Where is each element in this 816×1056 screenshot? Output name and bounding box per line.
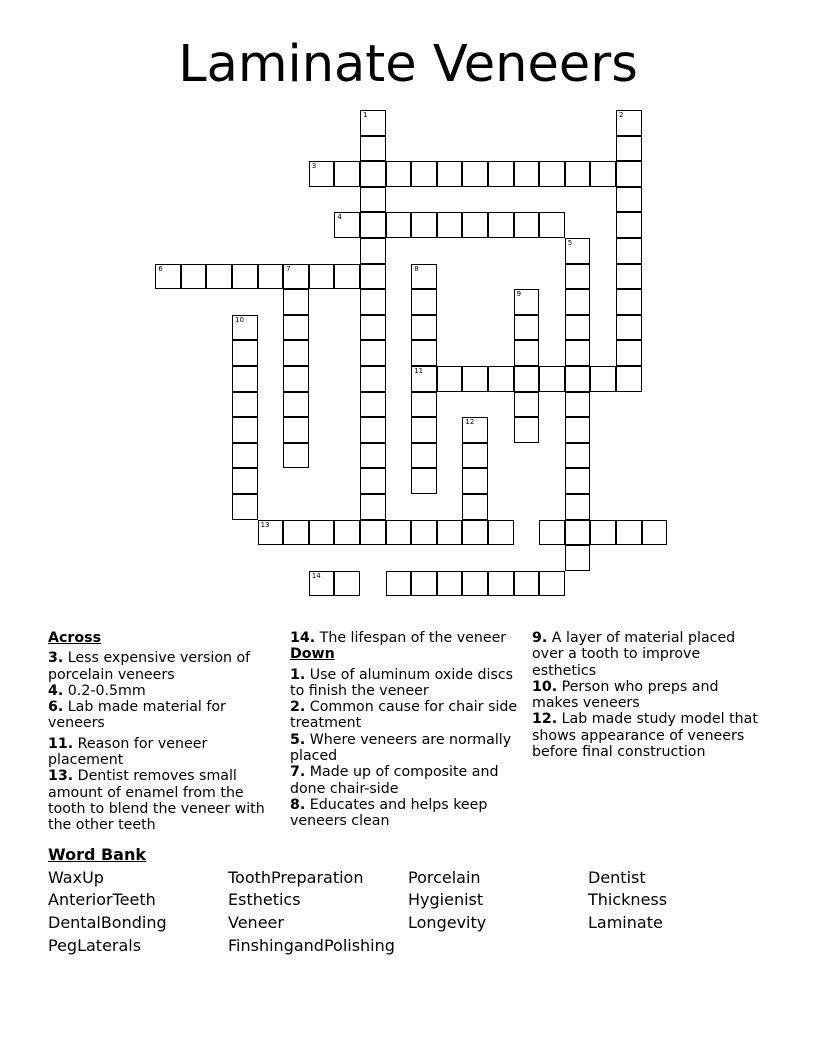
word-bank-item: WaxUp	[48, 868, 104, 887]
grid-cell[interactable]	[411, 443, 437, 469]
grid-cell[interactable]	[360, 136, 386, 162]
grid-cell[interactable]	[565, 289, 591, 315]
grid-cell[interactable]	[386, 212, 412, 238]
grid-cell[interactable]	[181, 264, 207, 290]
grid-cell[interactable]	[411, 366, 437, 392]
clue-text: Less expensive version of porcelain veneers	[48, 650, 251, 683]
clue-text: Where veneers are normally placed	[290, 731, 512, 765]
grid-cell[interactable]	[334, 212, 360, 238]
across-header: Across	[48, 630, 102, 646]
grid-cell[interactable]	[514, 571, 540, 597]
clue-down-12	[532, 711, 764, 760]
grid-cell[interactable]	[462, 571, 488, 597]
clue-down-8	[290, 797, 522, 830]
clue-text: Educates and helps keep veneers clean	[290, 796, 488, 830]
grid-cell[interactable]	[462, 494, 488, 520]
grid-cell[interactable]	[616, 315, 642, 341]
grid-cell[interactable]	[360, 520, 386, 546]
grid-cell[interactable]	[232, 494, 258, 520]
grid-cell[interactable]	[360, 392, 386, 418]
grid-cell[interactable]	[232, 366, 258, 392]
clue-number-label: 8	[414, 264, 419, 273]
word-bank-item: Veneer	[228, 913, 284, 932]
grid-cell[interactable]	[386, 571, 412, 597]
grid-cell[interactable]	[411, 212, 437, 238]
grid-cell[interactable]	[360, 417, 386, 443]
clue-down-7	[290, 764, 522, 797]
grid-cell[interactable]	[642, 520, 668, 546]
grid-cell[interactable]	[616, 110, 642, 136]
clue-number: 12.	[532, 711, 558, 728]
grid-cell[interactable]	[616, 238, 642, 264]
clue-down-1	[290, 667, 522, 700]
grid-cell[interactable]	[258, 264, 284, 290]
grid-cell[interactable]	[334, 161, 360, 187]
grid-cell[interactable]	[360, 161, 386, 187]
grid-cell[interactable]	[411, 571, 437, 597]
grid-cell[interactable]	[565, 392, 591, 418]
clue-text: Made up of composite and done chair-side	[290, 764, 499, 797]
grid-cell[interactable]	[411, 161, 437, 187]
clue-across-6	[48, 699, 280, 732]
grid-cell[interactable]	[411, 468, 437, 494]
clue-number-label: 14	[311, 571, 321, 580]
grid-cell[interactable]	[283, 366, 309, 392]
grid-cell[interactable]	[462, 161, 488, 187]
clues-column-1	[48, 630, 280, 834]
clue-number: 4.	[48, 682, 64, 699]
grid-cell[interactable]	[360, 468, 386, 494]
grid-cell[interactable]	[514, 417, 540, 443]
grid-cell[interactable]	[488, 520, 514, 546]
grid-cell[interactable]	[437, 366, 463, 392]
clue-across-3	[48, 650, 280, 683]
grid-cell[interactable]	[206, 264, 232, 290]
clue-number: 6.	[48, 699, 64, 716]
grid-cell[interactable]	[616, 212, 642, 238]
grid-cell[interactable]	[565, 417, 591, 443]
grid-cell[interactable]	[514, 161, 540, 187]
grid-cell[interactable]	[462, 417, 488, 443]
grid-cell[interactable]	[283, 392, 309, 418]
grid-cell[interactable]	[488, 366, 514, 392]
grid-cell[interactable]	[488, 212, 514, 238]
grid-cell[interactable]	[283, 443, 309, 469]
word-bank-item: Dentist	[588, 868, 646, 887]
grid-cell[interactable]	[437, 520, 463, 546]
grid-cell[interactable]	[334, 571, 360, 597]
grid-cell[interactable]	[437, 212, 463, 238]
clue-down-2	[290, 699, 522, 732]
grid-cell[interactable]	[616, 340, 642, 366]
grid-cell[interactable]	[360, 340, 386, 366]
grid-cell[interactable]	[360, 315, 386, 341]
clue-number: 11.	[48, 735, 74, 752]
grid-cell[interactable]	[565, 161, 591, 187]
grid-cell[interactable]	[590, 366, 616, 392]
grid-cell[interactable]	[232, 443, 258, 469]
clue-number-label: 3	[311, 162, 317, 171]
grid-cell[interactable]	[488, 161, 514, 187]
grid-cell[interactable]	[539, 571, 565, 597]
clue-number: 3.	[48, 650, 64, 667]
grid-cell[interactable]	[360, 366, 386, 392]
grid-cell[interactable]	[334, 264, 360, 290]
grid-cell[interactable]	[360, 289, 386, 315]
grid-cell[interactable]	[360, 187, 386, 213]
grid-cell[interactable]	[411, 392, 437, 418]
word-bank-item: DentalBonding	[48, 913, 167, 932]
clue-number-label: 1	[363, 111, 368, 119]
grid-cell[interactable]	[539, 212, 565, 238]
grid-cell[interactable]	[616, 187, 642, 213]
clue-across-4	[48, 683, 280, 699]
clue-number-label: 9	[516, 290, 522, 299]
clue-number: 14.	[290, 630, 316, 646]
grid-cell[interactable]	[411, 520, 437, 546]
clue-down-10	[532, 679, 764, 712]
grid-cell[interactable]	[411, 340, 437, 366]
grid-cell[interactable]	[462, 366, 488, 392]
clue-number: 13.	[48, 768, 74, 785]
grid-cell[interactable]	[539, 366, 565, 392]
grid-cell[interactable]	[309, 264, 335, 290]
grid-cell[interactable]	[616, 264, 642, 290]
grid-cell[interactable]	[232, 417, 258, 443]
grid-cell[interactable]	[565, 545, 591, 571]
grid-cell[interactable]	[155, 264, 181, 290]
grid-cell[interactable]	[386, 520, 412, 546]
clue-number-label: 13	[260, 520, 270, 529]
clue-text: Dentist removes small amount of enamel from the tooth to blend the veneer with the other teeth	[48, 768, 265, 834]
word-bank-item: Longevity	[408, 913, 487, 932]
clue-number: 1.	[290, 666, 306, 683]
grid-cell[interactable]	[232, 392, 258, 418]
grid-cell[interactable]	[283, 264, 309, 290]
clue-across-14	[290, 630, 522, 646]
grid-cell[interactable]	[616, 136, 642, 162]
grid-cell[interactable]	[360, 264, 386, 290]
grid-cell[interactable]	[616, 161, 642, 187]
clue-number: 7.	[290, 764, 306, 781]
grid-cell[interactable]	[411, 417, 437, 443]
grid-cell[interactable]	[411, 315, 437, 341]
clue-across-11	[48, 736, 280, 769]
grid-cell[interactable]	[283, 417, 309, 443]
grid-cell[interactable]	[514, 289, 540, 315]
grid-cell[interactable]	[283, 520, 309, 546]
grid-cell[interactable]	[462, 468, 488, 494]
grid-cell[interactable]	[360, 110, 386, 136]
grid-cell[interactable]	[462, 520, 488, 546]
clue-text: The lifespan of the veneer	[319, 630, 507, 646]
grid-cell[interactable]	[539, 161, 565, 187]
grid-cell[interactable]	[539, 520, 565, 546]
grid-cell[interactable]	[565, 238, 591, 264]
clue-number: 10.	[532, 678, 558, 695]
grid-cell[interactable]	[309, 571, 335, 597]
word-bank-item: Esthetics	[228, 890, 301, 909]
clue-number: 2.	[290, 699, 306, 716]
grid-cell[interactable]	[590, 161, 616, 187]
grid-cell[interactable]	[462, 212, 488, 238]
grid-cell[interactable]	[437, 161, 463, 187]
clue-number-label: 7	[286, 264, 291, 273]
grid-cell[interactable]	[565, 315, 591, 341]
clue-number-label: 11	[414, 367, 424, 375]
grid-cell[interactable]	[514, 392, 540, 418]
grid-cell[interactable]	[616, 366, 642, 392]
clue-across-13	[48, 768, 280, 833]
clue-text: Reason for veneer placement	[48, 735, 208, 769]
grid-cell[interactable]	[360, 494, 386, 520]
grid-cell[interactable]	[514, 366, 540, 392]
grid-cell[interactable]	[590, 520, 616, 546]
clue-down-5	[290, 732, 522, 765]
clue-number-label: 6	[158, 264, 163, 273]
down-header: Down	[290, 646, 335, 663]
grid-cell[interactable]	[565, 340, 591, 366]
grid-cell[interactable]	[232, 315, 258, 341]
clue-number-label: 4	[337, 213, 342, 222]
grid-cell[interactable]	[565, 494, 591, 520]
clues-column-3	[532, 630, 764, 760]
clue-text: 0.2-0.5mm	[67, 682, 146, 699]
clue-text: Lab made material for veneers	[48, 699, 226, 732]
grid-cell[interactable]	[514, 212, 540, 238]
clue-number-label: 5	[567, 239, 573, 247]
grid-cell[interactable]	[565, 366, 591, 392]
word-bank-item: Laminate	[588, 913, 663, 932]
clue-number-label: 2	[619, 111, 624, 119]
grid-cell[interactable]	[360, 238, 386, 264]
grid-cell[interactable]	[283, 289, 309, 315]
grid-cell[interactable]	[232, 468, 258, 494]
clue-text: A layer of material placed over a tooth to improve esthetics	[532, 630, 736, 679]
word-bank-item: PegLaterals	[48, 936, 142, 955]
grid-cell[interactable]	[616, 289, 642, 315]
clue-number: 5.	[290, 731, 306, 748]
clue-number: 9.	[532, 630, 548, 646]
grid-cell[interactable]	[232, 340, 258, 366]
word-bank-item: FinshingandPolishing	[228, 936, 395, 955]
clue-number-label: 12	[465, 418, 475, 427]
word-bank-item: AnteriorTeeth	[48, 890, 156, 909]
grid-cell[interactable]	[514, 340, 540, 366]
clue-text: Person who preps and makes veneers	[532, 678, 719, 712]
grid-cell[interactable]	[462, 443, 488, 469]
word-bank-item: ToothPreparation	[228, 868, 364, 887]
grid-cell[interactable]	[565, 264, 591, 290]
grid-cell[interactable]	[309, 161, 335, 187]
word-bank-item: Porcelain	[408, 868, 481, 887]
grid-cell[interactable]	[334, 520, 360, 546]
grid-cell[interactable]	[514, 315, 540, 341]
grid-cell[interactable]	[565, 468, 591, 494]
grid-cell[interactable]	[360, 443, 386, 469]
word-bank-item: Thickness	[588, 890, 668, 909]
grid-cell[interactable]	[232, 264, 258, 290]
grid-cell[interactable]	[360, 212, 386, 238]
grid-cell[interactable]	[488, 571, 514, 597]
grid-cell[interactable]	[411, 264, 437, 290]
clues-column-2	[290, 630, 522, 830]
clue-down-9	[532, 630, 764, 679]
word-bank-title: Word Bank	[48, 845, 147, 864]
grid-cell[interactable]	[565, 443, 591, 469]
grid-cell[interactable]	[283, 315, 309, 341]
grid-cell[interactable]	[386, 161, 412, 187]
word-bank-item: Hygienist	[408, 890, 484, 909]
grid-cell[interactable]	[565, 520, 591, 546]
grid-cell[interactable]	[309, 520, 335, 546]
grid-cell[interactable]	[258, 520, 284, 546]
grid-cell[interactable]	[437, 571, 463, 597]
clue-text: Common cause for chair side treatment	[290, 699, 518, 732]
grid-cell[interactable]	[616, 520, 642, 546]
clue-number-label: 10	[235, 315, 244, 324]
clue-text: Lab made study model that shows appearance of veneers before final construction	[532, 711, 758, 761]
grid-cell[interactable]	[411, 289, 437, 315]
puzzle-title: Laminate Veneers	[178, 35, 638, 94]
clue-text: Use of aluminum oxide discs to finish the veneer	[290, 666, 514, 699]
grid-cell[interactable]	[283, 340, 309, 366]
clue-number: 8.	[290, 796, 306, 813]
